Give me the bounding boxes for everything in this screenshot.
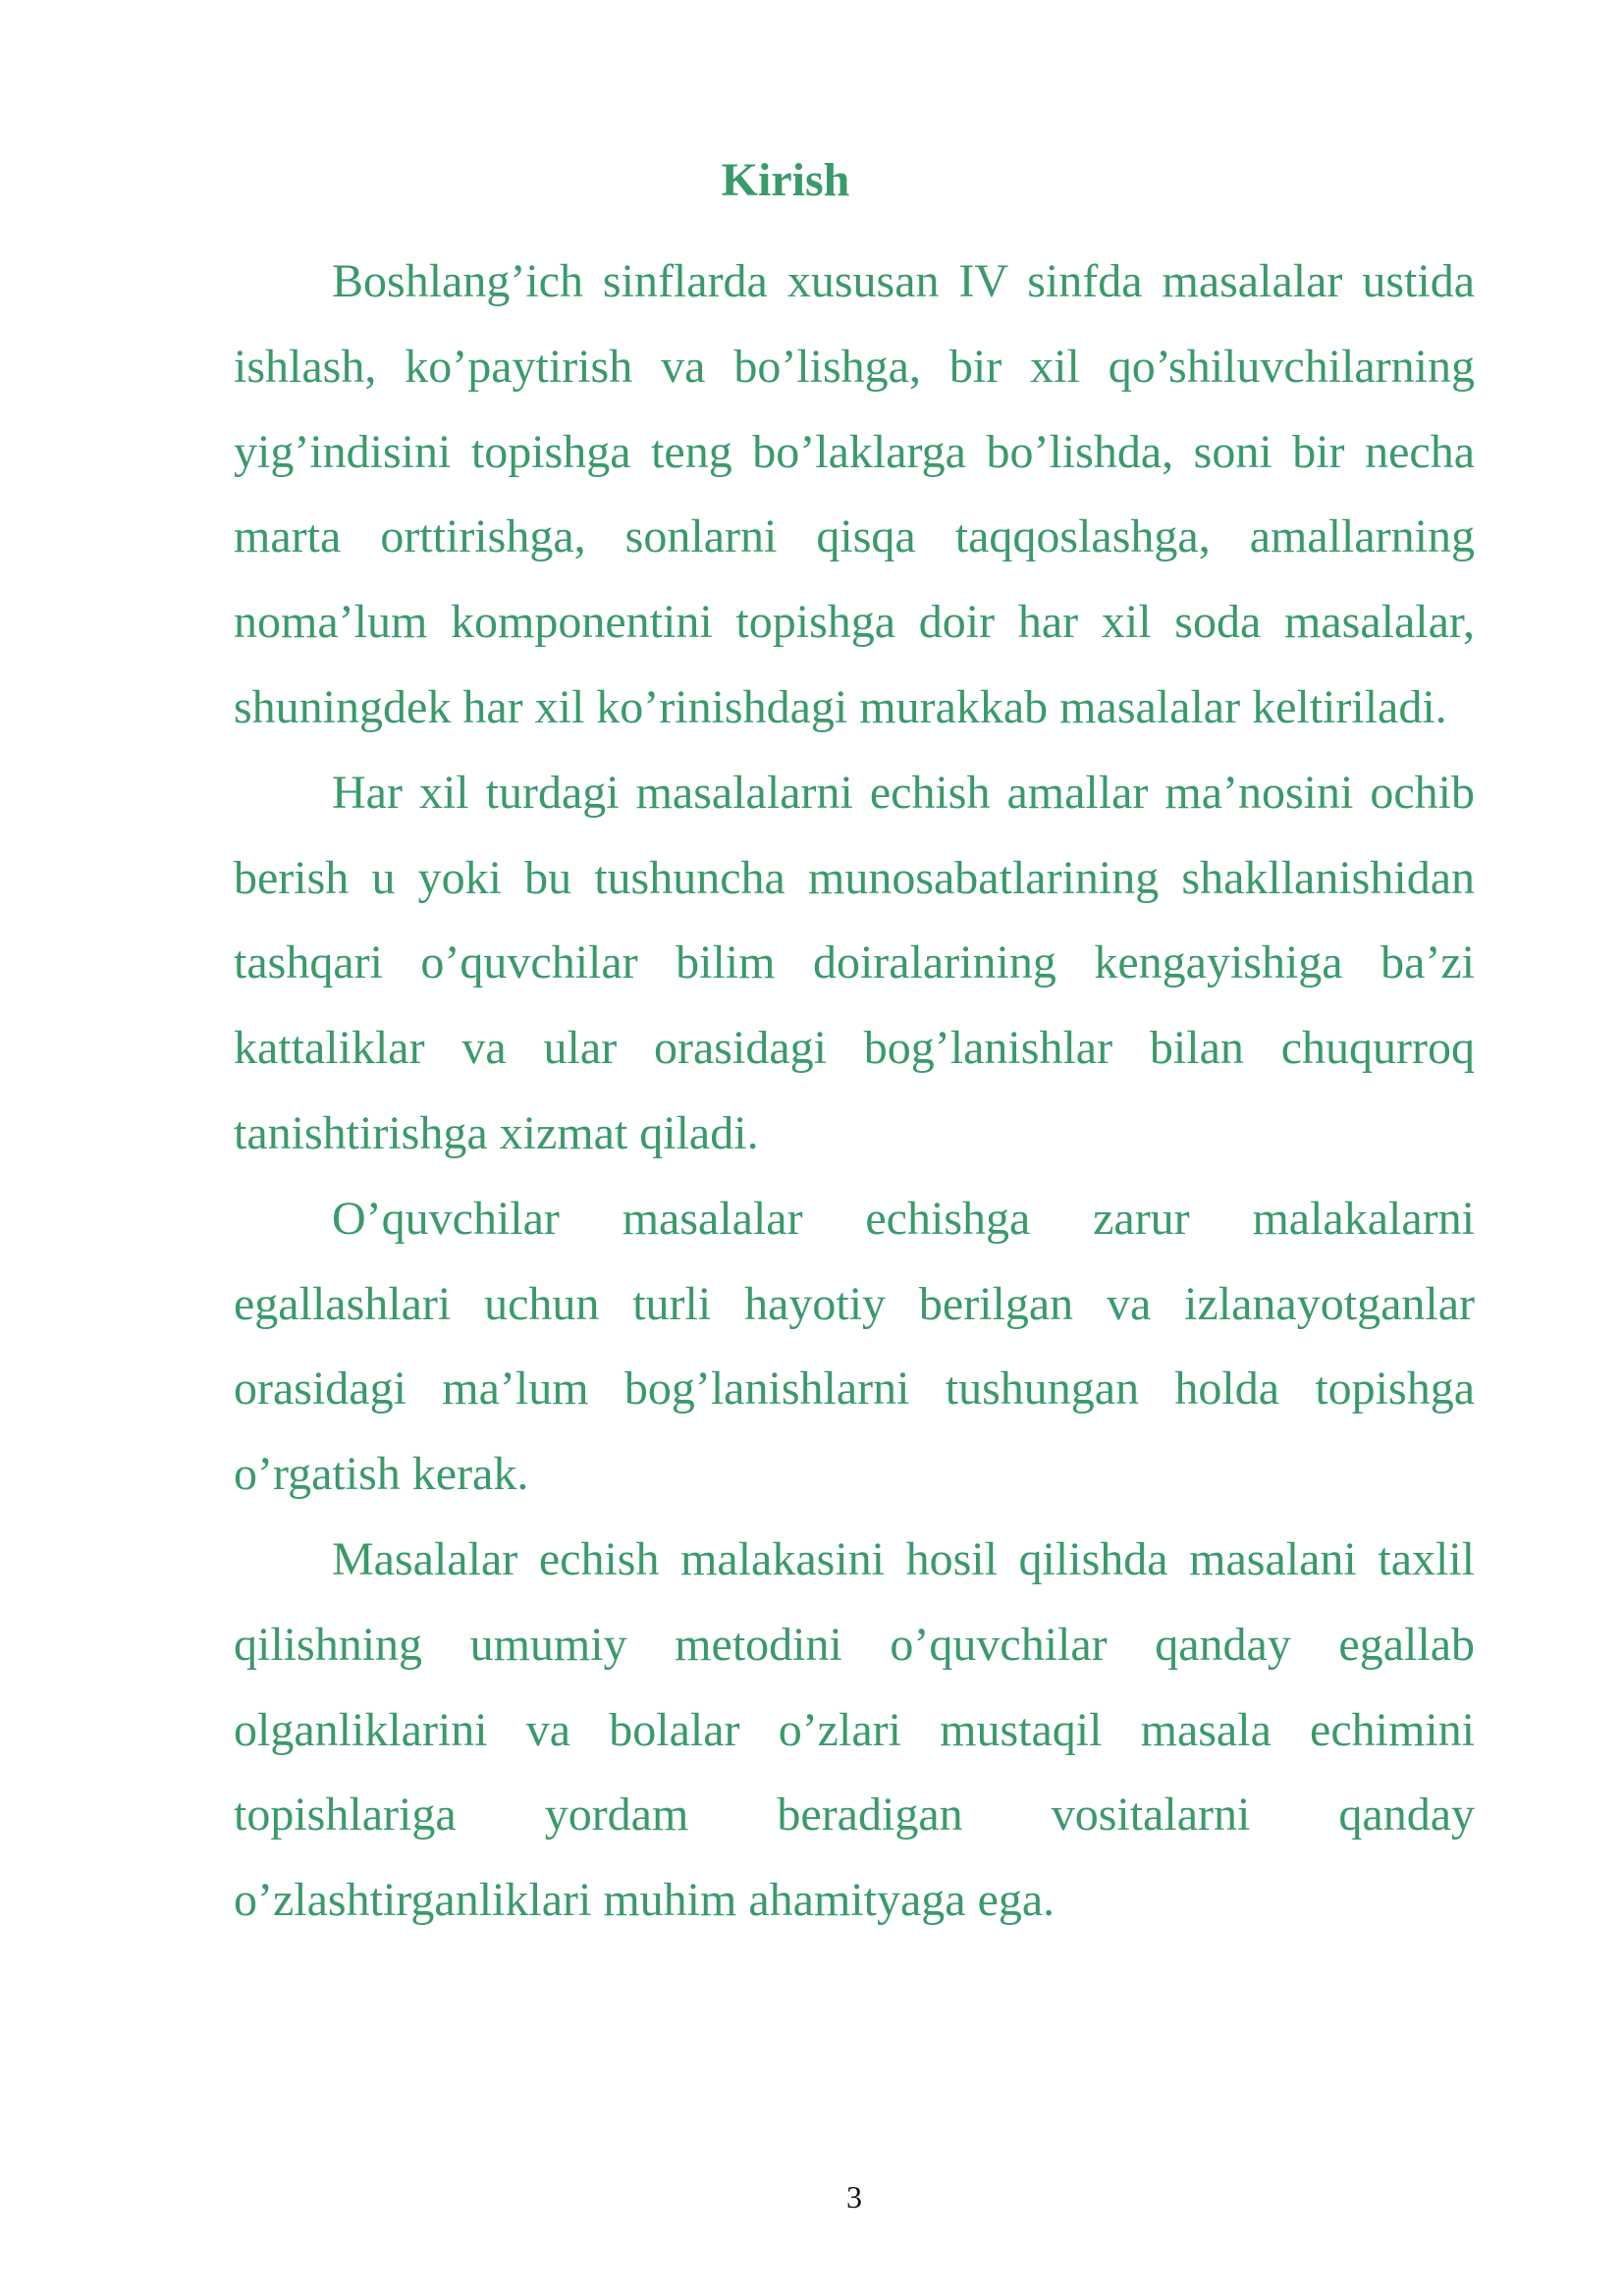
page-number: 3 [846,2179,862,2215]
section-title: Kirish [721,154,850,206]
paragraph-4: Masalalar echish malakasini hosil qilishda masalani taxlil qilishning umumiy metodini o’quvchilar qanday egallab olganliklarini va bolalar o’zlari mustaqil masala echimini topishlariga yordam beradigan vositalarni qanday o’zlashtirganliklari muhim ahamityaga ega. [234,1532,1475,1927]
paragraph-3: O’quvchilar masalalar echishga zarur malakalarni egallashlari uchun turli hayotiy berilgan va izlanayotganlar orasidagi ma’lum bog’lanishlarni tushungan holda topishga o’rgatish kerak. [234,1192,1475,1501]
paragraph-1: Boshlang’ich sinflarda xususan IV sinfda masalalar ustida ishlash, ko’paytirish va bo’lishga, bir xil qo’shiluvchilarning yig’indisini topishga teng bo’laklarga bo’lishda, soni bir necha marta orttirishga, sonlarni qisqa taqqoslashga, amallarning noma’lum komponentini topishga doir har xil soda masalalar, shuningdek har xil ko’rinishdagi murakkab masalalar keltiriladi. [234,255,1475,733]
paragraph-2: Har xil turdagi masalalarni echish amallar ma’nosini ochib berish u yoki bu tushuncha munosabatlarining shakllanishidan tashqari o’quvchilar bilim doiralarining kengayishiga ba’zi kattaliklar va ular orasidagi bog’lanishlar bilan chuqurroq tanishtirishga xizmat qiladi. [234,766,1475,1159]
body-text [234,240,1475,1944]
